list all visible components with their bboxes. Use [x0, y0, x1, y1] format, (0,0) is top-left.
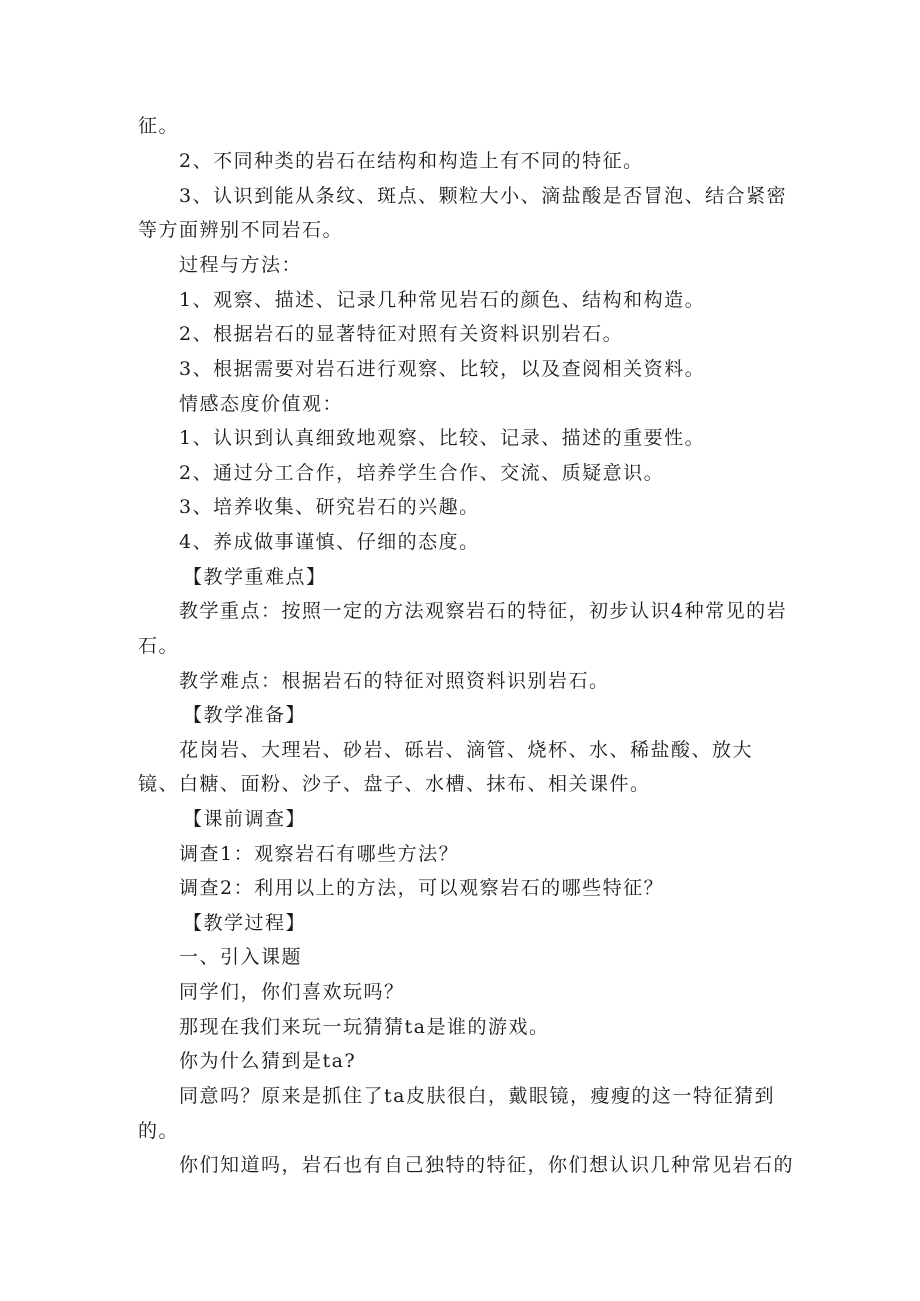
text-line-continuation: 征。: [138, 115, 180, 137]
section-heading-process-method: 过程与方法：: [179, 254, 303, 276]
section-heading-teaching-process: 【教学过程】: [183, 912, 307, 934]
text-line-dialogue-3: 你为什么猜到是ta?: [179, 1050, 357, 1072]
text-line-materials-cont: 镜、白糖、面粉、沙子、盘子、水槽、抹布、相关课件。: [138, 773, 651, 795]
text-line-key-point-cont: 石。: [138, 635, 180, 657]
text-line-objective-3-cont: 等方面辨别不同岩石。: [138, 219, 344, 241]
text-line-emotion-3: 3、培养收集、研究岩石的兴趣。: [179, 496, 480, 518]
text-line-emotion-4: 4、养成做事谨慎、仔细的态度。: [179, 531, 480, 553]
section-heading-emotion-attitude: 情感态度价值观：: [179, 393, 344, 415]
text-line-survey-1: 调查1：观察岩石有哪些方法？: [179, 843, 460, 865]
text-line-dialogue-2: 那现在我们来玩一玩猜猜ta是谁的游戏。: [179, 1016, 550, 1038]
text-line-survey-2: 调查2：利用以上的方法，可以观察岩石的哪些特征？: [179, 877, 665, 899]
text-line-dialogue-5: 你们知道吗，岩石也有自己独特的特征，你们想认识几种常见岩石的: [179, 1154, 795, 1176]
text-line-dialogue-4: 同意吗？原来是抓住了ta皮肤很白，戴眼镜，瘦瘦的这一特征猜到: [179, 1085, 775, 1107]
text-line-emotion-2: 2、通过分工合作，培养学生合作、交流、质疑意识。: [179, 462, 665, 484]
text-line-process-2: 2、根据岩石的显著特征对照有关资料识别岩石。: [179, 323, 624, 345]
text-line-difficult-point: 教学难点：根据岩石的特征对照资料识别岩石。: [179, 670, 610, 692]
text-line-process-1: 1、观察、描述、记录几种常见岩石的颜色、结构和构造。: [179, 289, 706, 311]
subheading-introduction: 一、引入课题: [179, 946, 303, 968]
text-line-objective-3: 3、认识到能从条纹、斑点、颗粒大小、滴盐酸是否冒泡、结合紧密: [179, 185, 788, 207]
text-line-objective-2: 2、不同种类的岩石在结构和构造上有不同的特征。: [179, 150, 644, 172]
text-line-dialogue-4-cont: 的。: [138, 1120, 180, 1142]
text-line-materials: 花岗岩、大理岩、砂岩、砾岩、滴管、烧杯、水、稀盐酸、放大: [179, 739, 754, 761]
section-heading-key-points: 【教学重难点】: [183, 566, 327, 588]
text-line-dialogue-1: 同学们，你们喜欢玩吗？: [179, 981, 405, 1003]
section-heading-pre-survey: 【课前调查】: [183, 808, 307, 830]
text-line-process-3: 3、根据需要对岩石进行观察、比较，以及查阅相关资料。: [179, 358, 706, 380]
text-line-key-point: 教学重点：按照一定的方法观察岩石的特征，初步认识4种常见的岩: [179, 600, 788, 622]
text-line-emotion-1: 1、认识到认真细致地观察、比较、记录、描述的重要性。: [179, 427, 706, 449]
section-heading-preparation: 【教学准备】: [183, 704, 307, 726]
